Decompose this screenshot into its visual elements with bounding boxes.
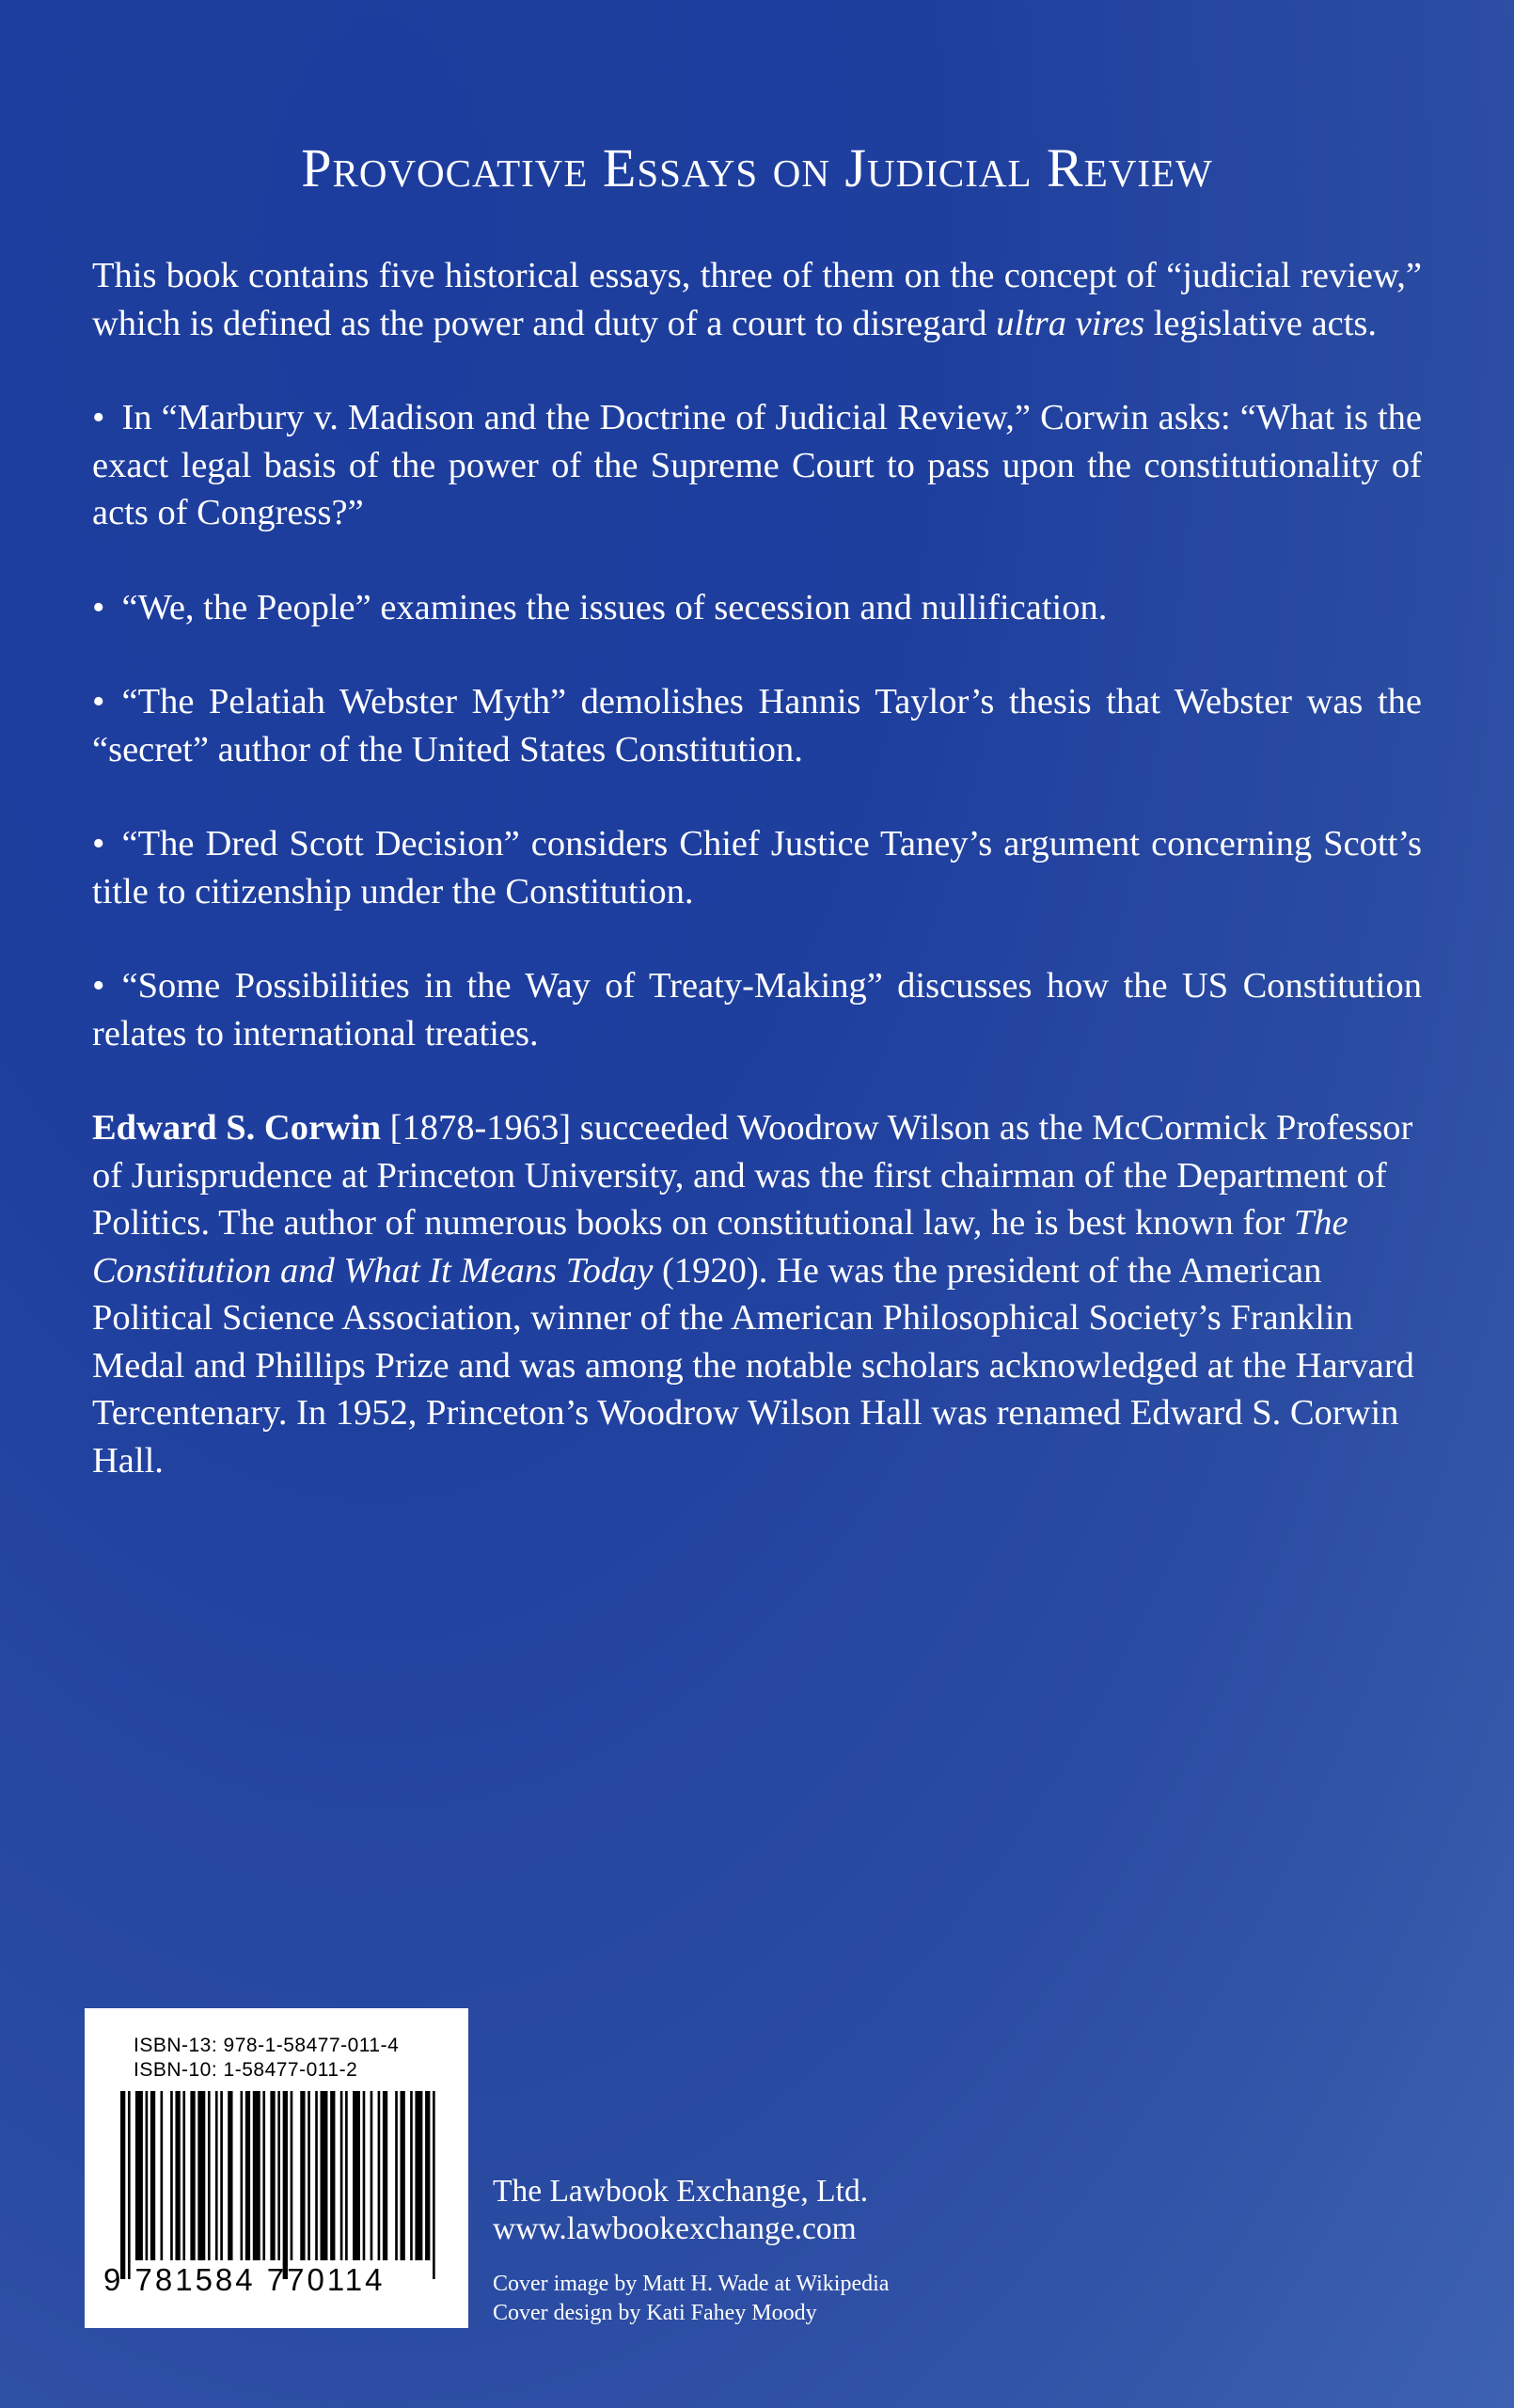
barcode-bar [150, 2091, 155, 2260]
barcode-bar [161, 2091, 164, 2260]
author-name: Edward S. Corwin [92, 1108, 381, 1148]
barcode-bar [175, 2091, 180, 2260]
essay-bullet: • In “Marbury v. Madison and the Doctrine of Judicial Review,” Corwin asks: “What is the exact legal basis of the power of the Supreme Court to pass upon the constitutionality of acts of Congress?” [92, 398, 1422, 532]
barcode-bar [300, 2091, 305, 2260]
barcode-bar [270, 2091, 275, 2260]
publisher-url[interactable]: www.lawbookexchange.com [493, 2211, 857, 2246]
barcode-bar [277, 2091, 280, 2260]
barcode-bar [425, 2091, 430, 2260]
barcode-bar [395, 2091, 398, 2260]
barcode-panel [85, 2008, 468, 2328]
image-credit: Cover image by Matt H. Wade at Wikipedia [493, 2272, 890, 2296]
bullet-icon: • [92, 398, 105, 437]
barcode-bar [401, 2091, 405, 2260]
barcode-bar [228, 2091, 232, 2260]
barcode-bar [190, 2091, 195, 2260]
author-bio: Edward S. Corwin [1878-1963] succeeded Woodrow Wilson as the McCormick Professor of Jurisprudence at Princeton University, and was the first chairman of the Department of Politics. The author of numerous books on constitutional law, he is best known for The Constitution and What It Means Today (1920). He was the president of the American Political Science Association, winner of the American Philosophical Society’s Franklin Medal and Phillips Prize and was among the notable scholars acknowledged at the Harvard Tercentenary. In 1952, Princeton’s Woodrow Wilson Hall was renamed Edward S. Corwin Hall. [92, 1108, 1414, 1481]
barcode-bar [120, 2091, 125, 2279]
description [92, 252, 1422, 1531]
barcode-bar [197, 2091, 205, 2260]
barcode-bar [330, 2091, 335, 2260]
essay-bullet: • “The Dred Scott Decision” considers Chief Justice Taney’s argument concerning Scott’s title to citizenship under the Constitution. [92, 824, 1422, 911]
barcode-bar [262, 2091, 265, 2260]
bullet-icon: • [92, 966, 105, 1006]
isbn10-label: ISBN-10: 1-58477-011-2 [134, 2059, 358, 2081]
bullet-icon: • [92, 587, 105, 627]
barcode-bar [345, 2091, 348, 2260]
barcode-bar [353, 2091, 360, 2260]
publisher-block [493, 2173, 868, 2248]
barcode-bar [128, 2091, 131, 2279]
bullet-icon: • [92, 824, 105, 863]
barcode-bar [291, 2091, 293, 2260]
barcode-digits: 9 781584 770114 [103, 2262, 386, 2297]
credits-block [493, 2270, 889, 2328]
cover-title: Provocative Essays on Judicial Review [301, 137, 1213, 198]
book-title: The Constitution and What It Means Today [92, 1203, 1348, 1291]
publisher-name: The Lawbook Exchange, Ltd. [493, 2174, 869, 2209]
barcode-bar [433, 2091, 435, 2279]
barcode-bar [383, 2091, 387, 2260]
barcode-bar [215, 2091, 218, 2260]
essay-bullet: • “We, the People” examines the issues of secession and nullification. [92, 587, 1108, 627]
barcode-bar [363, 2091, 366, 2260]
barcode-bar [283, 2091, 288, 2279]
barcode-bar [378, 2091, 381, 2260]
barcode-bar [220, 2091, 223, 2260]
barcode-icon [120, 2091, 440, 2279]
barcode-bar [340, 2091, 343, 2260]
essay-bullet: • “The Pelatiah Webster Myth” demolishes Hannis Taylor’s thesis that Webster was the “secret” author of the United States Constitution. [92, 682, 1422, 769]
barcode-bar [253, 2091, 260, 2260]
barcode-bar [241, 2091, 244, 2260]
barcode-bar [315, 2091, 318, 2260]
barcode-bar [371, 2091, 373, 2260]
barcode-bar [135, 2091, 143, 2260]
intro-paragraph: This book contains five historical essays, three of them on the concept of “judicial review,” which is defined as the power and duty of a court to disregard ultra vires legislative acts. [92, 256, 1422, 343]
barcode-bar [208, 2091, 211, 2260]
essay-bullet: • “Some Possibilities in the Way of Treaty-Making” discusses how the US Constitution relates to international treaties. [92, 966, 1422, 1054]
bullet-icon: • [92, 682, 105, 721]
barcode-bar [321, 2091, 328, 2260]
barcode-bar [170, 2091, 173, 2260]
isbn13-label: ISBN-13: 978-1-58477-011-4 [134, 2035, 400, 2056]
barcode-bar [308, 2091, 310, 2260]
barcode-bar [415, 2091, 422, 2260]
barcode-bar [410, 2091, 413, 2260]
barcode-bar [245, 2091, 250, 2260]
barcode-bar [182, 2091, 185, 2260]
barcode-bar [146, 2091, 149, 2260]
design-credit: Cover design by Kati Fahey Moody [493, 2301, 817, 2325]
